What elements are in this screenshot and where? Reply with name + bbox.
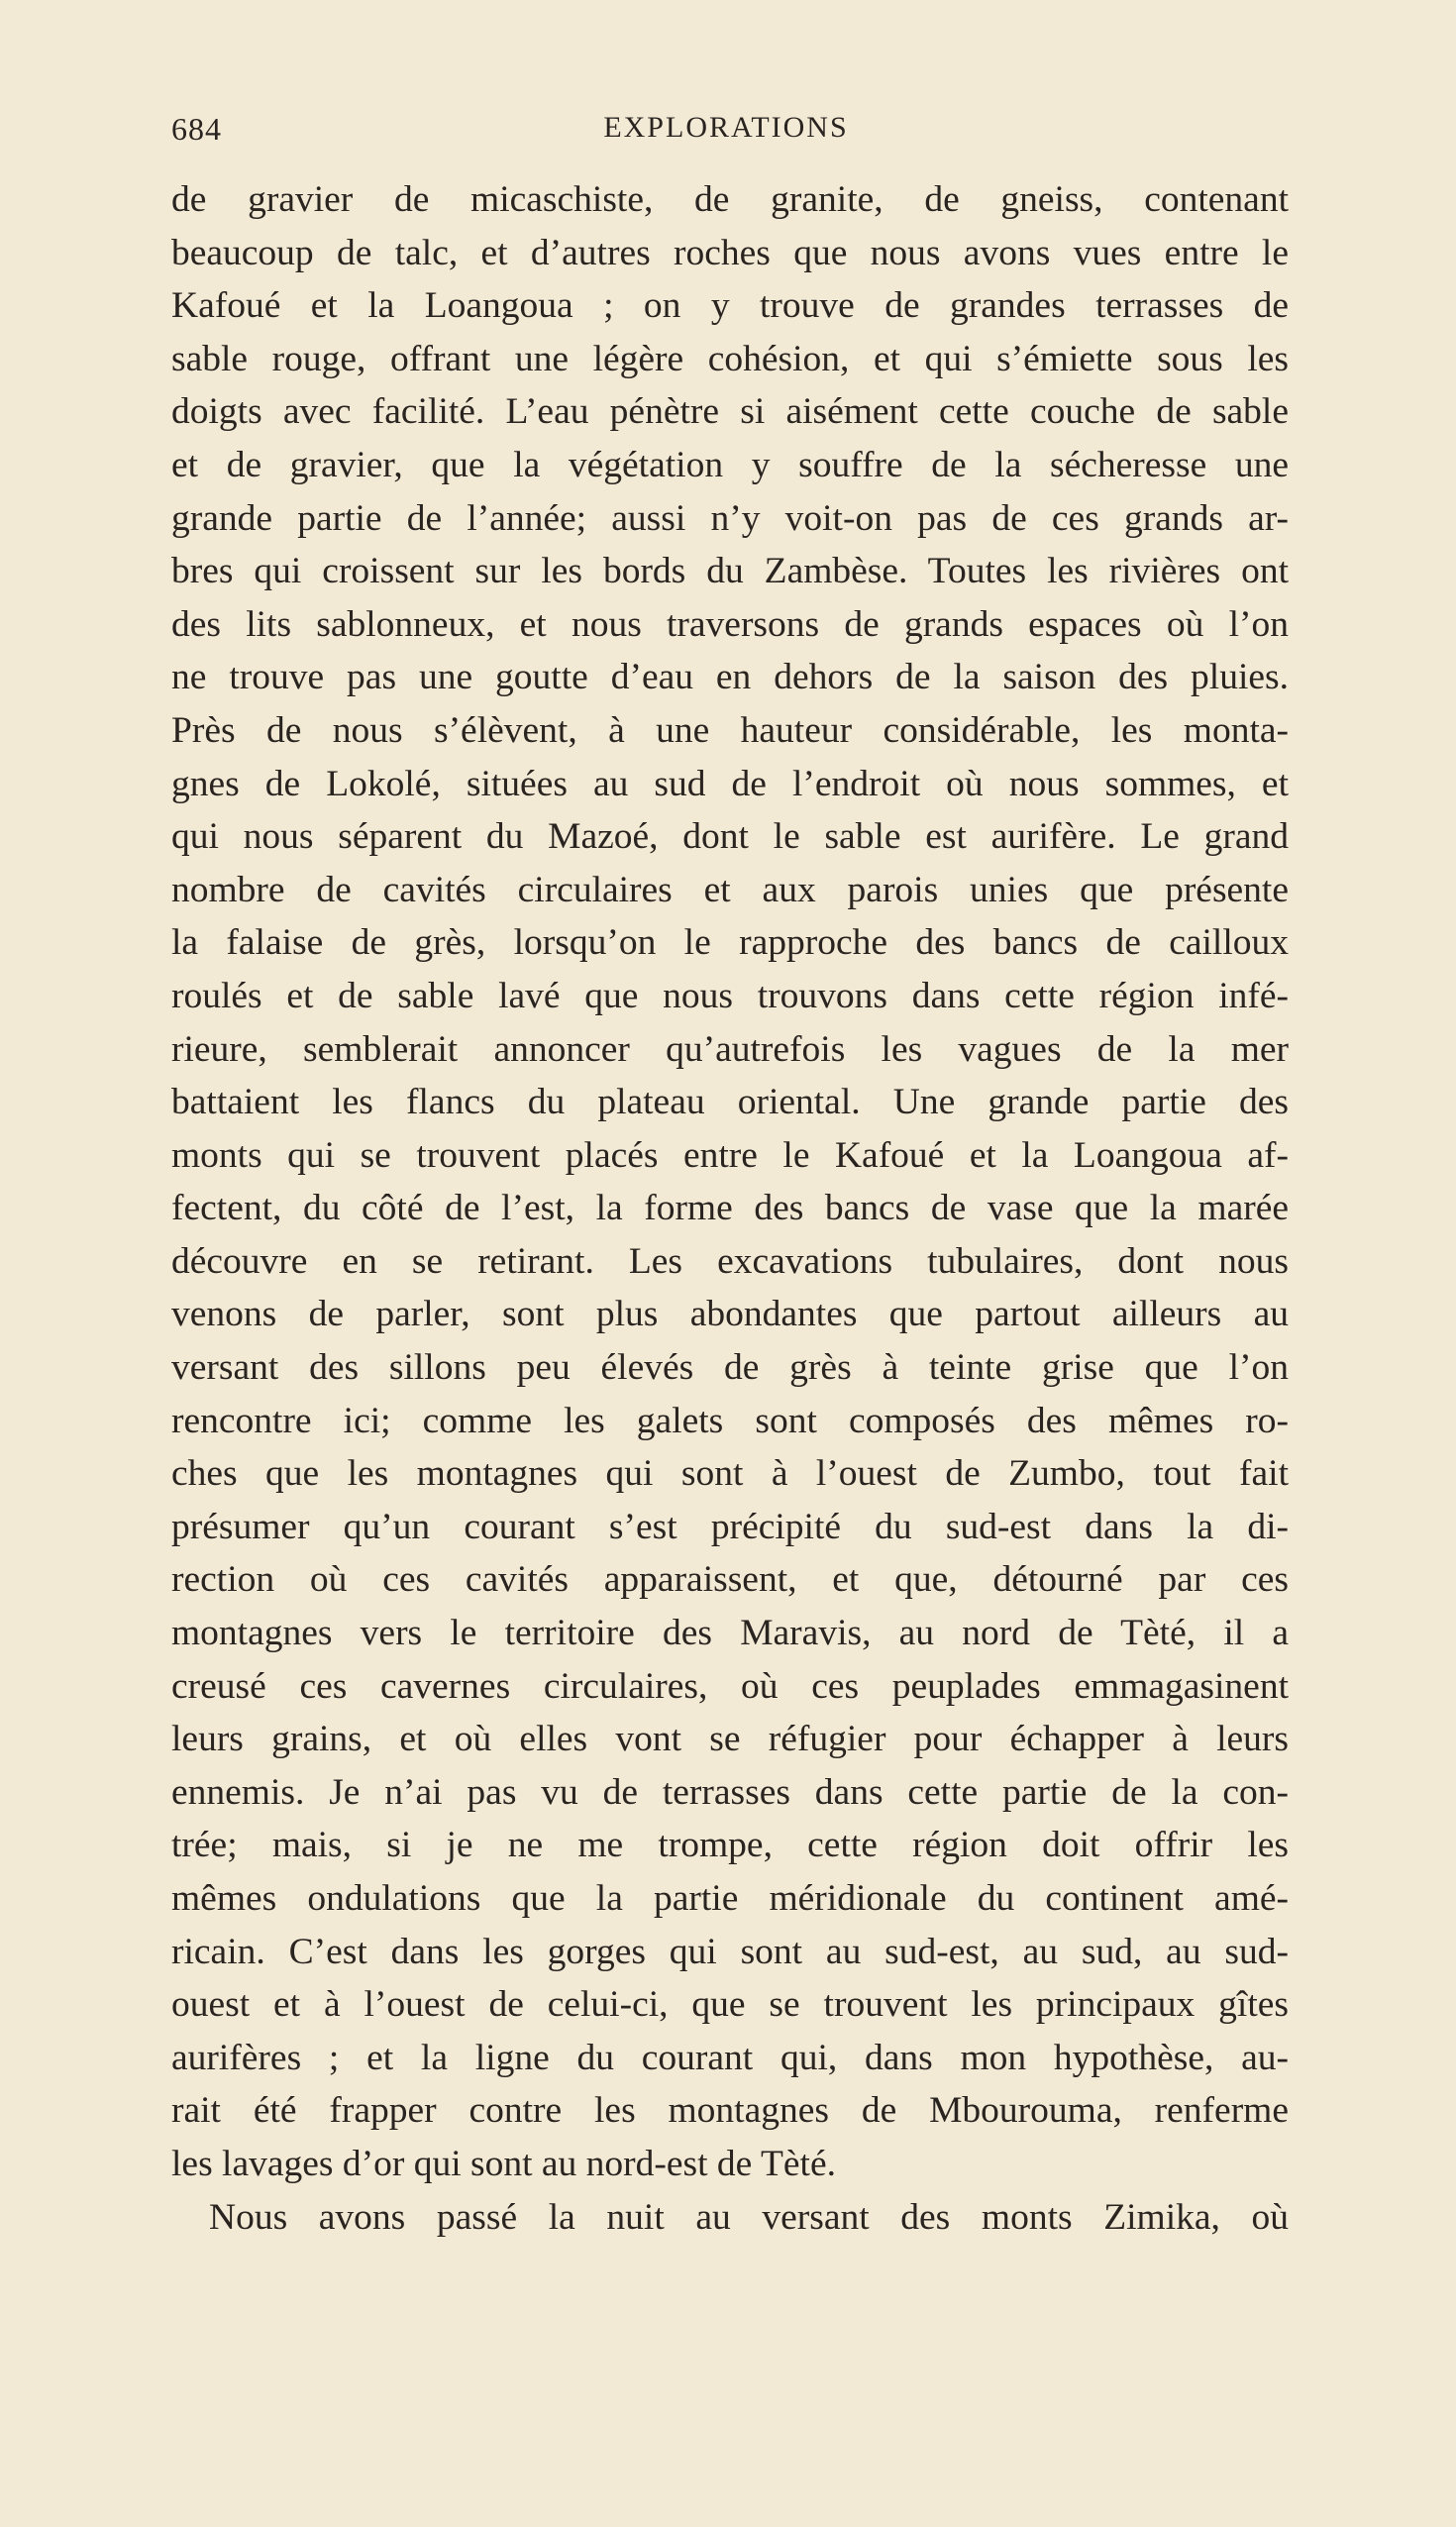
text-line: les lavages d’or qui sont au nord-est de Tèté. <box>171 2143 836 2184</box>
text-line: doigts avec facilité. L’eau pénètre si aisément cette couche de sable <box>171 391 1289 433</box>
text-line: découvre en se retirant. Les excavations tubulaires, dont nous <box>171 1240 1289 1282</box>
text-line: ne trouve pas une goutte d’eau en dehors de la saison des pluies. <box>171 657 1289 698</box>
text-line: beaucoup de talc, et d’autres roches que nous avons vues entre le <box>171 232 1289 273</box>
text-line: rait été frapper contre les montagnes de Mbourouma, renferme <box>171 2090 1289 2132</box>
text-line: monts qui se trouvent placés entre le Kafoué et la Loangoua af- <box>171 1134 1289 1176</box>
text-line: de gravier de micaschiste, de granite, de gneiss, contenant <box>171 179 1289 220</box>
text-line: la falaise de grès, lorsqu’on le rapproche des bancs de cailloux <box>171 922 1289 964</box>
text-line: ouest et à l’ouest de celui-ci, que se trouvent les principaux gîtes <box>171 1984 1289 2026</box>
text-line: fectent, du côté de l’est, la forme des bancs de vase que la marée <box>171 1188 1289 1229</box>
text-line: trée; mais, si je ne me trompe, cette région doit offrir les <box>171 1825 1289 1866</box>
text-line: rencontre ici; comme les galets sont composés des mêmes ro- <box>171 1400 1289 1441</box>
text-line: présumer qu’un courant s’est précipité du sud-est dans la di- <box>171 1506 1289 1547</box>
page-number: 684 <box>171 111 222 147</box>
body-text <box>171 173 1289 2244</box>
text-line: ennemis. Je n’ai pas vu de terrasses dans cette partie de la con- <box>171 1771 1289 1813</box>
text-line: qui nous séparent du Mazoé, dont le sable est aurifère. Le grand <box>171 816 1289 858</box>
text-line: rection où ces cavités apparaissent, et que, détourné par ces <box>171 1559 1289 1601</box>
text-line: versant des sillons peu élevés de grès à teinte grise que l’on <box>171 1347 1289 1389</box>
text-line: venons de parler, sont plus abondantes que partout ailleurs au <box>171 1294 1289 1335</box>
text-line: rieure, semblerait annoncer qu’autrefois les vagues de la mer <box>171 1028 1289 1070</box>
text-line: montagnes vers le territoire des Maravis, au nord de Tèté, il a <box>171 1613 1289 1654</box>
text-line: Nous avons passé la nuit au versant des monts Zimika, où <box>209 2196 1289 2238</box>
text-line: ricain. C’est dans les gorges qui sont au sud-est, au sud, au sud- <box>171 1931 1289 1972</box>
text-line: Près de nous s’élèvent, à une hauteur considérable, les monta- <box>171 709 1289 751</box>
text-line: des lits sablonneux, et nous traversons de grands espaces où l’on <box>171 603 1289 645</box>
text-line: et de gravier, que la végétation y souffre de la sécheresse une <box>171 444 1289 485</box>
page-header <box>171 111 1281 158</box>
text-line: bres qui croissent sur les bords du Zambèse. Toutes les rivières ont <box>171 551 1289 592</box>
text-line: mêmes ondulations que la partie méridionale du continent amé- <box>171 1878 1289 1919</box>
text-line: roulés et de sable lavé que nous trouvons dans cette région infé- <box>171 975 1289 1016</box>
text-line: Kafoué et la Loangoua ; on y trouve de grandes terrasses de <box>171 285 1289 327</box>
text-line: battaient les flancs du plateau oriental. Une grande partie des <box>171 1082 1289 1123</box>
text-line: aurifères ; et la ligne du courant qui, dans mon hypothèse, au- <box>171 2037 1289 2078</box>
text-line: creusé ces cavernes circulaires, où ces peuplades emmagasinent <box>171 1665 1289 1707</box>
running-title: EXPLORATIONS <box>603 111 849 144</box>
text-line: leurs grains, et où elles vont se réfugier pour échapper à leurs <box>171 1719 1289 1760</box>
text-line: grande partie de l’année; aussi n’y voit-on pas de ces grands ar- <box>171 497 1289 539</box>
text-line: ches que les montagnes qui sont à l’ouest de Zumbo, tout fait <box>171 1453 1289 1495</box>
text-line: nombre de cavités circulaires et aux parois unies que présente <box>171 869 1289 910</box>
text-line: gnes de Lokolé, situées au sud de l’endroit où nous sommes, et <box>171 763 1289 804</box>
text-line: sable rouge, offrant une légère cohésion, et qui s’émiette sous les <box>171 338 1289 379</box>
